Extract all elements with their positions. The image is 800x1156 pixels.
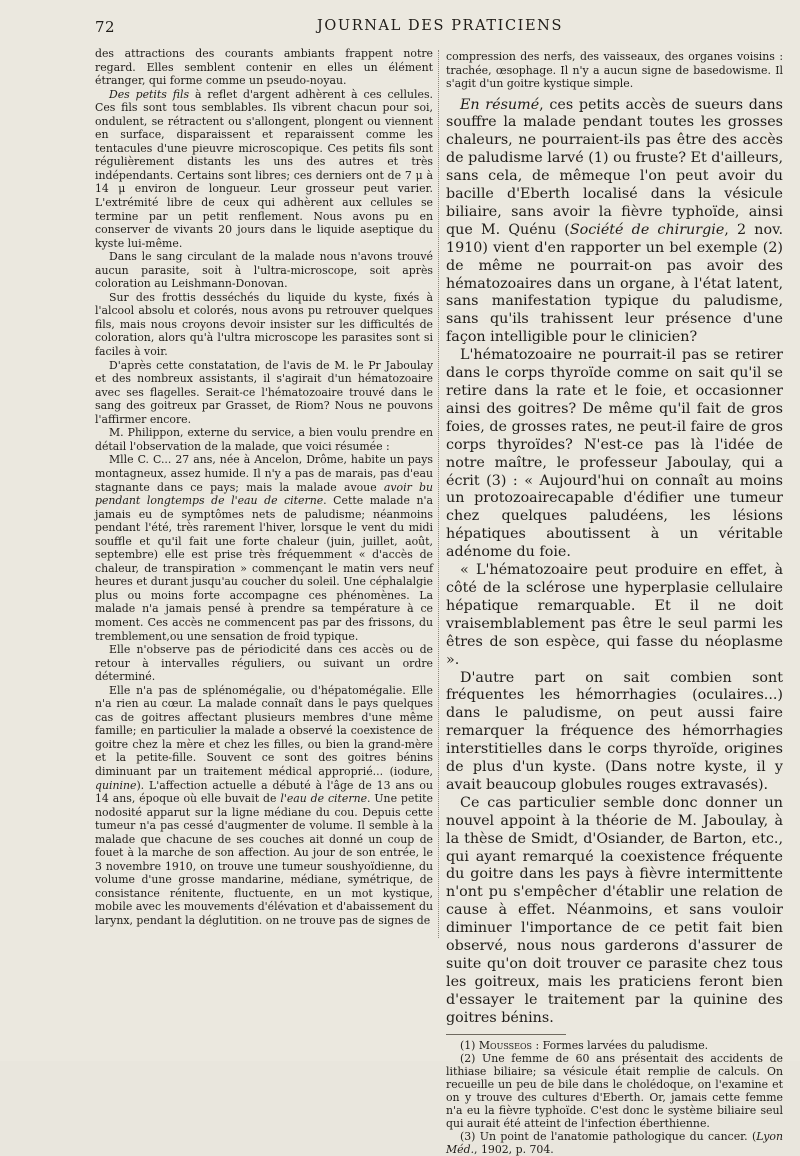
right-column-top-paragraph: compression des nerfs, des vaisseaux, des organes voisins : trachée, œsophage. Il n'y a aucun signe de basedowisme. Il s'agit d'un goitre kystique simple. bbox=[446, 50, 783, 90]
text-run: à reflet d'argent adhèrent à ces cellules. Ces fils sont tous semblables. Ils vibrent chacun pour soi, ondulent, se rétractent ou s'allongent, plongent ou viennent en surface, disparaissent et reparaissent comme les tentacules d'une pieuvre microscopique. Ces petits fils sont régulièrement distants les uns des autres et très indépendants. Certains sont libres; ces derniers ont de 7 μ à 14 μ environ de longueur. Leur grosseur peut varier. L'extrémité libre de ceux qui adhèrent aux cellules se termine par un petit renflement. Nous avons pu en conserver de vivants 20 jours dans le liquide aseptique du kyste lui-même. bbox=[95, 87, 433, 250]
text-run: Sur des frottis desséchés du liquide du kyste, fixés à l'alcool absolu et colorés, nous avons pu retrouver quelques fils, mais nous croyons devoir insister sur les difficultés de coloration, alors qu'à l'ultra microscope les parasites sont si faciles à voir. bbox=[95, 290, 433, 359]
body-paragraph bbox=[446, 562, 783, 669]
text-run: (1) bbox=[460, 1038, 479, 1052]
running-title: JOURNAL DES PRATICIENS bbox=[317, 18, 563, 34]
text-run: Elle n'a pas de splénomégalie, ou d'hépatomégalie. Elle n'a rien au cœur. La malade connaît dans le pays quelques cas de goitres affectant plusieurs membres d'une même famille; en particulier la malade a observé la coexistence de goitre chez la mère et chez les filles, ou bien la grand-mère et la petite-fille. Souvent ce sont des goitres bénins diminuant par un traitement médical approprié... (iodure, bbox=[95, 683, 433, 778]
column-divider bbox=[438, 50, 440, 938]
italic-text-run: l'eau de citerne bbox=[280, 792, 368, 806]
italic-text-run: Société de chirurgie bbox=[569, 221, 725, 238]
italic-text-run: avoir bu pendant longtemps de l'eau de citerne bbox=[95, 480, 434, 508]
text-run: , 1902, p. 704. bbox=[474, 1142, 554, 1156]
footnotes bbox=[446, 1039, 783, 1156]
text-run: , ces petits accès de sueurs dans souffre la malade pendant toutes les grosses chaleurs, ne pourraient-ils pas être des accès de paludisme larvé (1) ou fruste? Et d'ailleurs, sans cela, de mêmeque l'on peut avoir du bacille d'Eberth localisé dans la vésicule biliaire, sans avoir la fièvre typhoïde, ainsi que M. Quénu ( bbox=[446, 96, 783, 238]
text-run: (3) Un point de l'anatomie pathologique du cancer. ( bbox=[460, 1129, 757, 1143]
body-paragraph bbox=[446, 347, 783, 562]
text-run: (2) Une femme de 60 ans présentait des accidents de lithiase biliaire; sa vésicule était remplie de calculs. On recueille un peu de bile dans le cholédoque, on l'examine et on y trouve des cultures d'Eberth. Or, jamais cette femme n'a eu la fièvre typhoïde. C'est donc le système biliaire seul qui aurait été atteint de l'infection éberthienne. bbox=[446, 1051, 783, 1130]
right-column bbox=[446, 50, 783, 1156]
page-header bbox=[95, 16, 785, 40]
body-paragraph bbox=[446, 97, 783, 348]
text-run: « L'hématozoaire peut produire en effet, à côté de la sclérose une hyperplasie cellulaire hépatique remarquable. Et il ne doit vraisemblablement pas être le seul parmi les êtres de son espèce, qui fasse du néoplasme ». bbox=[446, 562, 783, 668]
text-run: Dans le sang circulant de la malade nous n'avons trouvé aucun parasite, soit à l'ultra-microscope, soit après coloration au Leishmann-Donovan. bbox=[95, 250, 433, 291]
text-run: ). L'affection actuelle a débuté à l'âge de 13 ans ou 14 ans, époque où elle buvait de bbox=[95, 778, 433, 806]
text-run: L'hématozoaire ne pourrait-il pas se retirer dans le corps thyroïde comme on sait qu'il se retire dans la rate et le foie, et occasionner ainsi des goitres? De même qu'il fait de gros foies, de grosses rates, ne peut-il faire de gros corps thyroïdes? N'est-ce pas là l'idée de notre maître, le professeur Jaboulay, qui a écrit (3) : « Aujourd'hui on connaît au moins un protozoairecapable d'édifier une tumeur chez quelques paludéens, les lésions hépatiques aboutissent à un véritable adénome du foie. bbox=[446, 347, 783, 561]
right-column-body bbox=[446, 97, 783, 1028]
text-run: Mousseos bbox=[478, 1038, 533, 1052]
body-paragraph bbox=[95, 47, 433, 88]
footnote-3 bbox=[446, 1130, 783, 1156]
text-run: des attractions des courants ambiants frappent notre regard. Elles semblent contenir en elles un élément étranger, qui forme comme un pseudo-noyau. bbox=[95, 47, 433, 88]
case-report-paragraph bbox=[95, 453, 433, 643]
left-column bbox=[95, 47, 433, 928]
case-report-paragraph bbox=[95, 684, 433, 928]
body-paragraph bbox=[446, 670, 783, 795]
text-run: M. Philippon, externe du service, a bien voulu prendre en détail l'observation de la malade, que voici résumée : bbox=[95, 426, 433, 453]
page-number: 72 bbox=[95, 18, 116, 36]
body-paragraph bbox=[446, 795, 783, 1028]
footnote-1 bbox=[446, 1039, 783, 1052]
footnote-2 bbox=[446, 1052, 783, 1130]
italic-text-run: Des petits fils bbox=[109, 87, 190, 101]
text-run: D'autre part on sait combien sont fréquentes les hémorrhagies (oculaires...) dans le paludisme, on peut aussi faire remarquer la fréquence des hémorrhagies interstitielles dans le corps thyroïde, origines de plus d'un kyste. (Dans notre kyste, il y avait beaucoup globules rouges extravasés). bbox=[446, 669, 783, 793]
text-run: Elle n'observe pas de périodicité dans ces accès ou de retour à intervalles réguliers, ou suivant un ordre déterminé. bbox=[95, 643, 433, 684]
text-run: Mlle C. C... 27 ans, née à Ancelon, Drôme, habite un pays montagneux, assez humide. Il n'y a pas de marais, pas d'eau stagnante dans ce pays; mais la malade avoue bbox=[95, 453, 433, 494]
body-paragraph bbox=[95, 291, 433, 359]
body-paragraph bbox=[95, 359, 433, 427]
body-paragraph bbox=[95, 88, 433, 251]
footnote-rule bbox=[446, 1034, 566, 1035]
text-run: D'après cette constatation, de l'avis de M. le Pr Jaboulay et des nombreux assistants, il s'agirait d'un hématozoaire avec ses flagelles. Serait-ce l'hématozoaire trouvé dans le sang des goitreux par Grasset, de Riom? Nous ne pouvons l'affirmer encore. bbox=[95, 358, 433, 426]
italic-text-run: En résumé bbox=[460, 96, 540, 113]
italic-text-run: Lyon Méd. bbox=[446, 1129, 783, 1156]
text-run: , 2 nov. 1910) vient d'en rapporter un bel exemple (2) de même ne pourrait-on pas avoir des hématozoaires dans un organe, à l'état latent, sans manifestation typique du paludisme, sans qu'ils trahissent leur présence d'une façon intelligible pour le clinicien? bbox=[446, 221, 783, 346]
italic-text-run: quinine bbox=[95, 778, 137, 792]
body-paragraph bbox=[95, 250, 433, 291]
text-run: . Cette malade n'a jamais eu de symptômes nets de paludisme; néanmoins pendant l'été, très rarement l'hiver, lorsque le vent du midi souffle et qu'il fait une forte chaleur (juin, juillet, août, septembre) elle est prise très fréquemment « d'accès de chaleur, de transpiration » commençant le matin vers neuf heures et durant jusqu'au coucher du soleil. Une céphalalgie plus ou moins forte accompagne ces phénomènes. La malade n'a jamais pensé à prendre sa température à ce moment. Ces accès ne commencent pas par des frissons, du tremblement,ou une sensation de froid typique. bbox=[95, 494, 433, 643]
text-run: . Une petite nodosité apparut sur la ligne médiane du cou. Depuis cette tumeur n'a pas cessé d'augmenter de volume. Il semble à la malade que chacune de ses couches ait donné un coup de fouet à la marche de son affection. Au jour de son entrée, le 3 novembre 1910, on trouve une tumeur soushyoïdienne, du volume d'une grosse mandarine, médiane, symétrique, de consistance rénitente, fluctuente, en un mot kystique, mobile avec les mouvements d'élévation et d'abaissement du larynx, pendant la déglutition. on ne trouve pas de signes de bbox=[95, 792, 433, 927]
text-run: Ce cas particulier semble donc donner un nouvel appoint à la théorie de M. Jaboulay, à la thèse de Smidt, d'Osiander, de Barton, etc., qui ayant remarqué la coexistence fréquente du goitre dans les pays à fièvre intermittente n'ont pu s'empêcher d'établir une relation de cause à effet. Néanmoins, et sans vouloir diminuer l'importance de ce petit fait bien observé, nous nous garderons d'assurer de suite qu'on doit trouver ce parasite chez tous les goitreux, mais les praticiens feront bien d'essayer le traitement par la quinine des goitres bénins. bbox=[446, 794, 783, 1026]
body-paragraph bbox=[95, 426, 433, 453]
text-run: : Formes larvées du paludisme. bbox=[532, 1038, 709, 1052]
case-report-paragraph bbox=[95, 643, 433, 684]
